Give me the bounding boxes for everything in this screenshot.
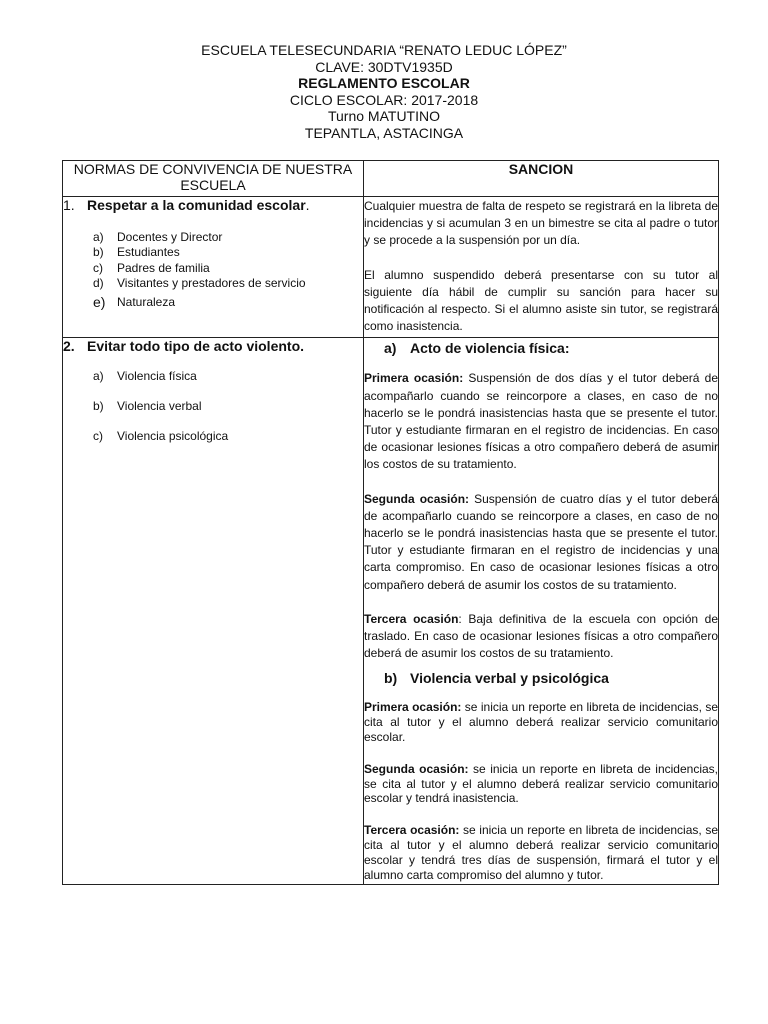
table-row (63, 197, 719, 338)
document-header (0, 42, 768, 142)
sanction-paragraph: Primera ocasión: se inicia un reporte en libreta de incidencias, se cita al tutor y el alumno deberá realizar servicio comunitario escolar. (364, 700, 718, 745)
list-item: e) Naturaleza (93, 293, 176, 310)
norm-number: 2. (63, 338, 75, 355)
sanction-paragraph: Cualquier muestra de falta de respeto se registrará en la libreta de incidencias y si acumulan 3 en un bimestre se cita al padre o tutor y se procede a la suspensión por un día. (364, 199, 718, 248)
school-cycle: CICLO ESCOLAR: 2017-2018 (289, 91, 479, 108)
list-item: c) Violencia psicológica (93, 429, 229, 444)
norm-title-2: 2. Evitar todo tipo de acto violento. (63, 338, 305, 355)
norm-cell-1 (63, 197, 364, 338)
norm-sublist-2 (63, 368, 363, 444)
sanction-paragraph: Segunda ocasión: se inicia un reporte en libreta de incidencias, se cita al tutor y el alumno deberá realizar servicio comunitario escolar y tendrá inasistencia. (364, 761, 718, 806)
norm-cell-2 (63, 338, 364, 885)
list-item: b) Violencia verbal (93, 399, 202, 414)
sanction-paragraph: Tercera ocasión: se inicia un reporte en libreta de incidencias, se cita al tutor y el alumno deberá realizar servicio comunitario escolar y tendrá tres días de suspensión, firmará el tutor y el alumno carta compromiso del alumno y tutor. (364, 823, 718, 882)
list-item: b) Estudiantes (93, 245, 180, 260)
table-row (63, 338, 719, 885)
school-location: TEPANTLA, ASTACINGA (304, 124, 464, 141)
rules-table (62, 160, 719, 885)
school-shift: Turno MATUTINO (327, 108, 440, 125)
list-item: c) Padres de familia (93, 260, 210, 275)
column-header-sanction: SANCION (364, 161, 719, 197)
school-code: CLAVE: 30DTV1935D (315, 58, 453, 75)
sanction-cell-2 (364, 338, 719, 885)
list-item: d) Visitantes y prestadores de servicio (93, 276, 306, 291)
sanction-paragraph: Tercera ocasión: Baja definitiva de la escuela con opción de traslado. En caso de ocasionar lesiones físicas a otro compañero deberá de asumir los costos de su tratamiento. (364, 611, 718, 661)
sanction-paragraph: Segunda ocasión: Suspensión de cuatro días y el tutor deberá de acompañarlo cuando se reincorpore a clases, en caso de no hacerlo se le pondrá inasistencias hasta que se presente el tutor. Tutor y estudiante firmaran en el registro de incidencias y una carta compromiso. En caso de ocasionar lesiones físicas a otro compañero deberá de asumir los costos de su tratamiento. (364, 491, 719, 592)
school-name: ESCUELA TELESECUNDARIA “RENATO LEDUC LÓPEZ” (201, 42, 567, 58)
section-title-verbal-violence: b) Violencia verbal y psicológica (384, 670, 609, 687)
document-title: REGLAMENTO ESCOLAR (298, 75, 470, 92)
norm-number: 1. (63, 197, 75, 213)
sanction-cell-1 (364, 197, 719, 338)
norm-title-1: 1. Respetar a la comunidad escolar. (63, 197, 310, 213)
norm-sublist-1 (63, 230, 363, 310)
table-header-row (63, 161, 719, 197)
sanction-paragraph: Primera ocasión: Suspensión de dos días y el tutor deberá de acompañarlo cuando se reincorpore a clases, en caso de no hacerlo se le pondrá inasistencias hasta que se presente el tutor. Tutor y estudiante firmaran en el registro de incidencias. En caso de ocasionar lesiones físicas a otro compañero deberá de asumir los costos de su tratamiento. (364, 371, 718, 472)
section-title-physical-violence: a) Acto de violencia física: (384, 340, 570, 357)
column-header-norms: NORMAS DE CONVIVENCIA DE NUESTRA ESCUELA (63, 161, 364, 197)
sanction-paragraph: El alumno suspendido deberá presentarse con su tutor al siguiente día hábil de cumplir su sanción para hacer su notificación al respecto. Si el alumno asiste sin tutor, se registrará como inasistencia. (364, 267, 718, 334)
list-item: a) Violencia física (93, 369, 197, 384)
list-item: a) Docentes y Director (93, 230, 223, 244)
